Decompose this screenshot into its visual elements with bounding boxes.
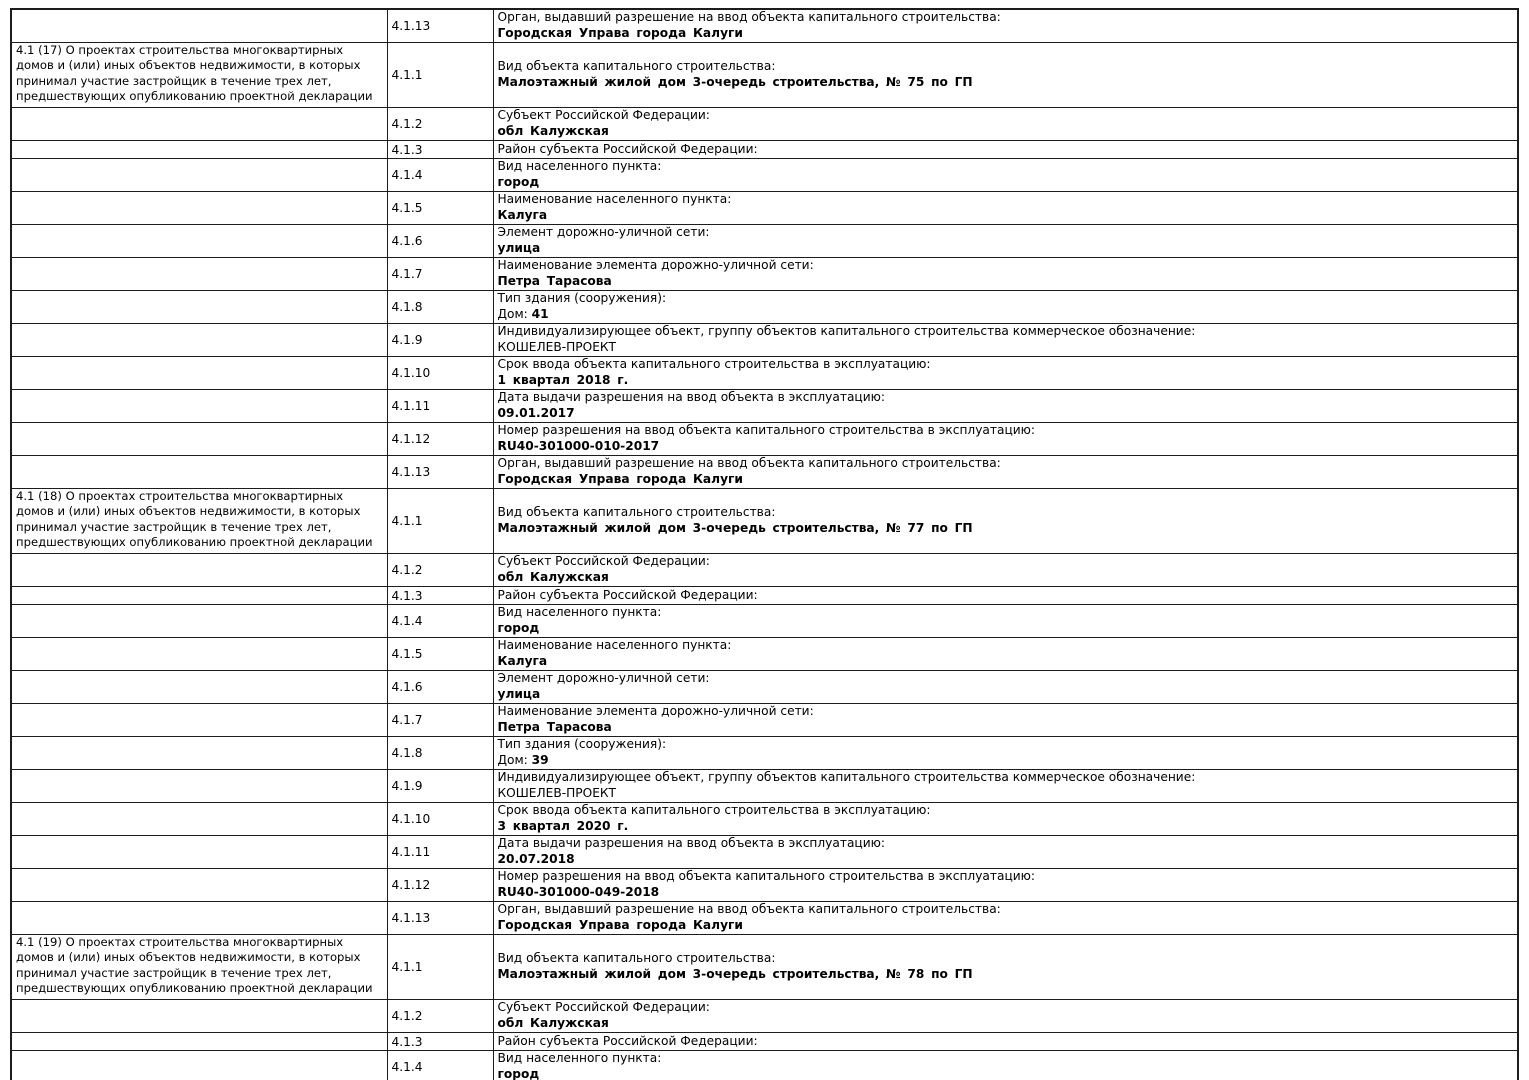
- table-row: [11, 587, 1518, 605]
- section-cell: [11, 770, 387, 803]
- field-value: [498, 753, 1514, 769]
- field-label: Наименование элемента дорожно-уличной сети:: [497, 704, 814, 719]
- field-value-text: Городская Управа города Калуги: [497, 472, 743, 486]
- declaration-table-body: [11, 9, 1518, 1080]
- code-cell: 4.1.8: [387, 737, 493, 770]
- field-cell: [493, 902, 1518, 935]
- field-value: [498, 720, 1514, 736]
- section-cell: [11, 803, 387, 836]
- table-row: [11, 1051, 1518, 1080]
- field-label: Район субъекта Российской Федерации:: [497, 1033, 758, 1048]
- field-cell: [493, 324, 1518, 357]
- field-value-text: Петра Тарасова: [497, 720, 612, 734]
- field-value: [498, 852, 1514, 868]
- field-cell: [493, 869, 1518, 902]
- field-value: [498, 124, 1514, 140]
- table-row: [11, 737, 1518, 770]
- field-label: Наименование населенного пункта:: [497, 638, 732, 653]
- field-label: Номер разрешения на ввод объекта капитального строительства в эксплуатацию:: [497, 423, 1036, 438]
- field-label: Субъект Российской Федерации:: [497, 1000, 710, 1015]
- field-label: Индивидуализирующее объект, группу объектов капитального строительства коммерческое обозначение:: [497, 770, 1196, 785]
- section-cell: 4.1 (18) О проектах строительства многоквартирных домов и (или) иных объектов недвижимости, в которых принимал участие застройщик в течение трех лет, предшествующих опубликованию проектной декларации: [11, 489, 387, 554]
- field-value-text: улица: [497, 687, 541, 701]
- field-value-text: 09.01.2017: [497, 406, 575, 420]
- table-row: [11, 869, 1518, 902]
- section-cell: [11, 390, 387, 423]
- field-label: Дата выдачи разрешения на ввод объекта в эксплуатацию:: [497, 836, 886, 851]
- field-value-text: улица: [497, 241, 541, 255]
- field-value-text: Калуга: [497, 208, 548, 222]
- field-value: [498, 654, 1514, 670]
- field-value-text: КОШЕЛЕВ-ПРОЕКТ: [497, 786, 617, 800]
- field-cell: [493, 638, 1518, 671]
- section-cell: [11, 423, 387, 456]
- section-cell: [11, 9, 387, 43]
- code-cell: 4.1.4: [387, 605, 493, 638]
- field-label: Дата выдачи разрешения на ввод объекта в эксплуатацию:: [497, 390, 886, 405]
- code-cell: 4.1.10: [387, 357, 493, 390]
- field-value-text: 39: [531, 753, 549, 767]
- code-cell: 4.1.4: [387, 1051, 493, 1080]
- section-cell: [11, 587, 387, 605]
- table-row: [11, 423, 1518, 456]
- field-cell: [493, 803, 1518, 836]
- table-row: [11, 9, 1518, 43]
- table-row: [11, 192, 1518, 225]
- field-label: Вид объекта капитального строительства:: [497, 951, 776, 966]
- field-label: Вид населенного пункта:: [497, 159, 662, 174]
- code-cell: 4.1.1: [387, 935, 493, 1000]
- field-cell: [493, 1033, 1518, 1051]
- field-label: Срок ввода объекта капитального строительства в эксплуатацию:: [497, 357, 931, 372]
- field-value: [498, 1016, 1514, 1032]
- code-cell: 4.1.12: [387, 423, 493, 456]
- section-cell: [11, 108, 387, 141]
- field-cell: [493, 587, 1518, 605]
- field-value: [498, 439, 1514, 455]
- field-cell: [493, 423, 1518, 456]
- code-cell: 4.1.7: [387, 258, 493, 291]
- table-row: [11, 489, 1518, 554]
- field-value-text: Городская Управа города Калуги: [497, 26, 743, 40]
- field-cell: [493, 225, 1518, 258]
- field-value: [498, 687, 1514, 703]
- field-value-text: город: [497, 621, 540, 635]
- field-cell: [493, 554, 1518, 587]
- field-value: [498, 570, 1514, 586]
- code-cell: 4.1.3: [387, 1033, 493, 1051]
- field-label: Тип здания (сооружения):: [497, 737, 667, 752]
- section-cell: [11, 671, 387, 704]
- field-cell: [493, 1000, 1518, 1033]
- section-cell: [11, 159, 387, 192]
- field-value: [498, 373, 1514, 389]
- field-cell: [493, 291, 1518, 324]
- field-value-text: 20.07.2018: [497, 852, 575, 866]
- field-value: [498, 819, 1514, 835]
- section-cell: [11, 1000, 387, 1033]
- field-value-text: Петра Тарасова: [497, 274, 612, 288]
- code-cell: 4.1.11: [387, 390, 493, 423]
- field-value-text: Малоэтажный жилой дом 3-очередь строительства, № 78 по ГП: [497, 967, 973, 981]
- table-row: [11, 1033, 1518, 1051]
- field-value-text: КОШЕЛЕВ-ПРОЕКТ: [497, 340, 617, 354]
- field-value: [498, 307, 1514, 323]
- section-cell: [11, 357, 387, 390]
- field-value-text: обл Калужская: [497, 1016, 609, 1030]
- section-cell: [11, 291, 387, 324]
- section-cell: [11, 141, 387, 159]
- table-row: [11, 456, 1518, 489]
- section-cell: 4.1 (19) О проектах строительства многоквартирных домов и (или) иных объектов недвижимости, в которых принимал участие застройщик в течение трех лет, предшествующих опубликованию проектной декларации: [11, 935, 387, 1000]
- field-value: [498, 241, 1514, 257]
- section-cell: [11, 456, 387, 489]
- code-cell: 4.1.13: [387, 9, 493, 43]
- field-cell: [493, 108, 1518, 141]
- section-cell: 4.1 (17) О проектах строительства многоквартирных домов и (или) иных объектов недвижимости, в которых принимал участие застройщик в течение трех лет, предшествующих опубликованию проектной декларации: [11, 43, 387, 108]
- code-cell: 4.1.10: [387, 803, 493, 836]
- field-value-text: 3 квартал 2020 г.: [497, 819, 629, 833]
- code-cell: 4.1.2: [387, 108, 493, 141]
- code-cell: 4.1.6: [387, 671, 493, 704]
- field-label: Район субъекта Российской Федерации:: [497, 141, 758, 156]
- field-label: Элемент дорожно-уличной сети:: [497, 671, 710, 686]
- section-cell: [11, 225, 387, 258]
- field-cell: [493, 456, 1518, 489]
- field-value-text: Калуга: [497, 654, 548, 668]
- field-cell: [493, 141, 1518, 159]
- field-label: Субъект Российской Федерации:: [497, 108, 710, 123]
- field-label: Орган, выдавший разрешение на ввод объекта капитального строительства:: [497, 456, 1001, 471]
- field-cell: [493, 390, 1518, 423]
- field-label: Район субъекта Российской Федерации:: [497, 587, 758, 602]
- table-row: [11, 770, 1518, 803]
- field-label: Вид объекта капитального строительства:: [497, 505, 776, 520]
- field-cell: [493, 258, 1518, 291]
- field-value: [498, 75, 1514, 91]
- field-value-prefix: Дом:: [497, 753, 532, 767]
- field-value: [498, 786, 1514, 802]
- field-value: [498, 621, 1514, 637]
- field-value: [498, 1067, 1514, 1080]
- field-cell: [493, 192, 1518, 225]
- field-label: Индивидуализирующее объект, группу объектов капитального строительства коммерческое обозначение:: [497, 324, 1196, 339]
- table-row: [11, 902, 1518, 935]
- field-cell: [493, 159, 1518, 192]
- field-cell: [493, 9, 1518, 43]
- table-row: [11, 324, 1518, 357]
- table-row: [11, 1000, 1518, 1033]
- field-value: [498, 340, 1514, 356]
- field-cell: [493, 836, 1518, 869]
- code-cell: 4.1.13: [387, 456, 493, 489]
- field-value: [498, 274, 1514, 290]
- table-row: [11, 225, 1518, 258]
- field-value: [498, 521, 1514, 537]
- field-value-text: RU40-301000-049-2018: [497, 885, 660, 899]
- section-cell: [11, 258, 387, 291]
- field-cell: [493, 704, 1518, 737]
- field-label: Наименование населенного пункта:: [497, 192, 732, 207]
- field-label: Срок ввода объекта капитального строительства в эксплуатацию:: [497, 803, 931, 818]
- section-cell: [11, 869, 387, 902]
- table-row: [11, 554, 1518, 587]
- section-cell: [11, 704, 387, 737]
- field-value: [498, 208, 1514, 224]
- field-value-text: 41: [531, 307, 549, 321]
- table-row: [11, 605, 1518, 638]
- table-row: [11, 935, 1518, 1000]
- section-cell: [11, 836, 387, 869]
- section-cell: [11, 638, 387, 671]
- code-cell: 4.1.13: [387, 902, 493, 935]
- field-value: [498, 406, 1514, 422]
- table-row: [11, 671, 1518, 704]
- table-row: [11, 258, 1518, 291]
- section-cell: [11, 1033, 387, 1051]
- field-cell: [493, 1051, 1518, 1080]
- table-row: [11, 159, 1518, 192]
- code-cell: 4.1.3: [387, 587, 493, 605]
- field-value: [498, 918, 1514, 934]
- field-label: Орган, выдавший разрешение на ввод объекта капитального строительства:: [497, 902, 1001, 917]
- field-value: [498, 885, 1514, 901]
- field-cell: [493, 43, 1518, 108]
- table-row: [11, 108, 1518, 141]
- code-cell: 4.1.5: [387, 192, 493, 225]
- code-cell: 4.1.9: [387, 324, 493, 357]
- code-cell: 4.1.5: [387, 638, 493, 671]
- section-cell: [11, 324, 387, 357]
- code-cell: 4.1.6: [387, 225, 493, 258]
- field-cell: [493, 737, 1518, 770]
- field-value-text: Городская Управа города Калуги: [497, 918, 743, 932]
- code-cell: 4.1.7: [387, 704, 493, 737]
- code-cell: 4.1.2: [387, 554, 493, 587]
- field-cell: [493, 357, 1518, 390]
- code-cell: 4.1.1: [387, 43, 493, 108]
- field-label: Вид населенного пункта:: [497, 605, 662, 620]
- field-value-text: обл Калужская: [497, 570, 609, 584]
- code-cell: 4.1.1: [387, 489, 493, 554]
- field-value-text: город: [497, 175, 540, 189]
- field-value: [498, 26, 1514, 42]
- table-row: [11, 836, 1518, 869]
- table-row: [11, 803, 1518, 836]
- section-cell: [11, 902, 387, 935]
- field-value-text: город: [497, 1067, 540, 1080]
- field-value: [498, 967, 1514, 983]
- field-cell: [493, 770, 1518, 803]
- code-cell: 4.1.9: [387, 770, 493, 803]
- code-cell: 4.1.11: [387, 836, 493, 869]
- field-label: Субъект Российской Федерации:: [497, 554, 710, 569]
- field-label: Вид объекта капитального строительства:: [497, 59, 776, 74]
- section-cell: [11, 605, 387, 638]
- code-cell: 4.1.4: [387, 159, 493, 192]
- field-value: [498, 472, 1514, 488]
- table-row: [11, 638, 1518, 671]
- declaration-table: [10, 8, 1519, 1080]
- table-row: [11, 43, 1518, 108]
- code-cell: 4.1.8: [387, 291, 493, 324]
- field-value-text: 1 квартал 2018 г.: [497, 373, 629, 387]
- section-cell: [11, 1051, 387, 1080]
- field-cell: [493, 935, 1518, 1000]
- code-cell: 4.1.3: [387, 141, 493, 159]
- table-row: [11, 704, 1518, 737]
- field-value-text: Малоэтажный жилой дом 3-очередь строительства, № 75 по ГП: [497, 75, 973, 89]
- code-cell: 4.1.12: [387, 869, 493, 902]
- field-value-text: обл Калужская: [497, 124, 609, 138]
- field-value-prefix: Дом:: [497, 307, 532, 321]
- table-row: [11, 357, 1518, 390]
- section-cell: [11, 192, 387, 225]
- field-value-text: RU40-301000-010-2017: [497, 439, 660, 453]
- field-cell: [493, 605, 1518, 638]
- field-label: Наименование элемента дорожно-уличной сети:: [497, 258, 814, 273]
- table-row: [11, 141, 1518, 159]
- section-cell: [11, 737, 387, 770]
- table-row: [11, 291, 1518, 324]
- table-row: [11, 390, 1518, 423]
- field-label: Вид населенного пункта:: [497, 1051, 662, 1066]
- field-label: Тип здания (сооружения):: [497, 291, 667, 306]
- code-cell: 4.1.2: [387, 1000, 493, 1033]
- field-cell: [493, 489, 1518, 554]
- field-value-text: Малоэтажный жилой дом 3-очередь строительства, № 77 по ГП: [497, 521, 973, 535]
- field-label: Элемент дорожно-уличной сети:: [497, 225, 710, 240]
- field-label: Орган, выдавший разрешение на ввод объекта капитального строительства:: [497, 10, 1001, 25]
- field-value: [498, 175, 1514, 191]
- field-cell: [493, 671, 1518, 704]
- section-cell: [11, 554, 387, 587]
- field-label: Номер разрешения на ввод объекта капитального строительства в эксплуатацию:: [497, 869, 1036, 884]
